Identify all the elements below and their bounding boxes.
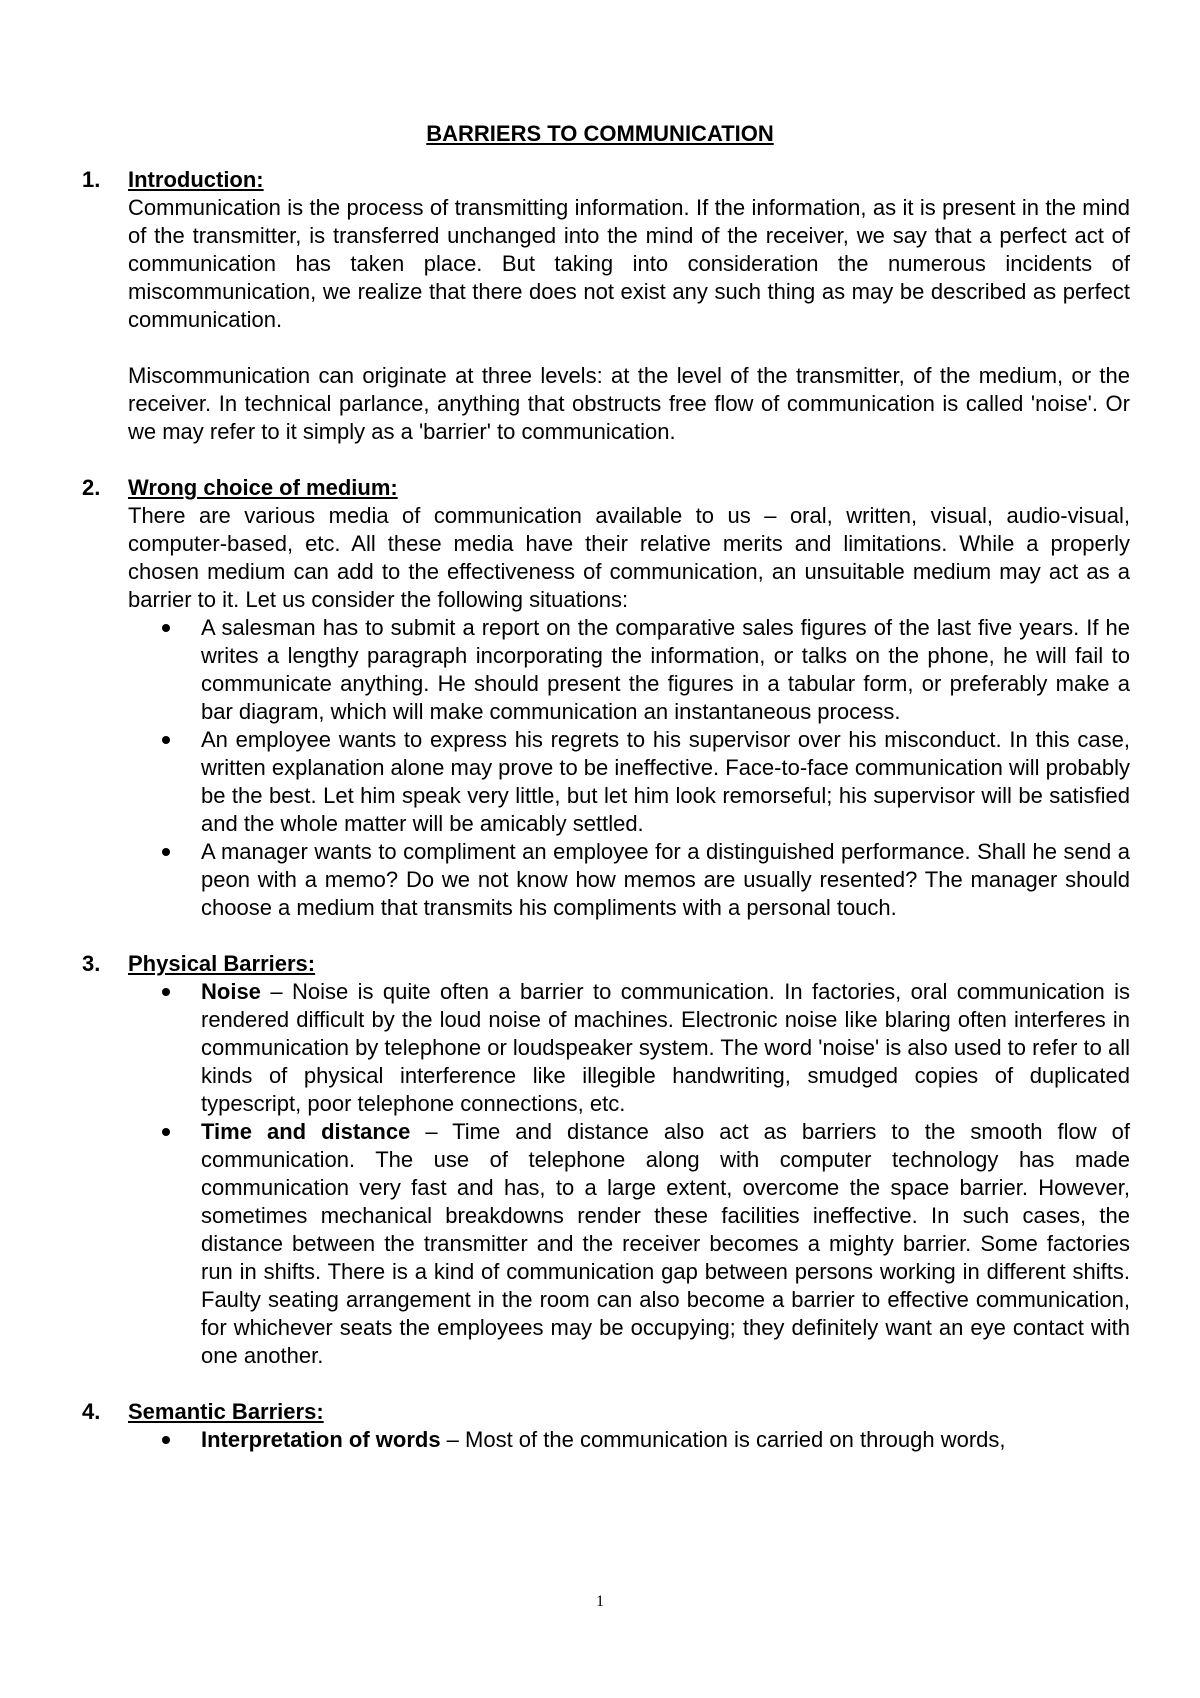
section-semantic-barriers (82, 1398, 1130, 1454)
bullet-list (128, 1426, 1130, 1454)
list-item (128, 614, 1130, 726)
list-item-text: An employee wants to express his regrets to his supervisor over his misconduct. In this case, written explanation alone may prove to be ineffective. Face-to-face communication will probably be the best. Let him speak very little, but let him look remorseful; his supervisor will be satisfied and the whole matter will be amicably settled. (201, 727, 1130, 836)
list-item (128, 726, 1130, 838)
bullet-dot-icon (162, 624, 170, 632)
list-item-text: – Most of the communication is carried on through words, (440, 1427, 1006, 1452)
section-heading: Physical Barriers: (128, 951, 316, 976)
paragraph: Miscommunication can originate at three levels: at the level of the transmitter, of the medium, or the receiver. In technical parlance, anything that obstructs free flow of communication is called 'noise'. Or we may refer to it simply as a 'barrier' to communication. (128, 363, 1130, 444)
bullet-dot-icon (162, 1128, 170, 1136)
list-item (128, 978, 1130, 1118)
bullet-list (128, 614, 1130, 922)
section-introduction (82, 166, 1130, 446)
section-heading: Introduction: (128, 167, 264, 192)
paragraph: There are various media of communication available to us – oral, written, visual, audio-visual, computer-based, etc. All these media have their relative merits and limitations. While a properly chosen medium can add to the effectiveness of communication, an unsuitable medium may act as a barrier to it. Let us consider the following situations: (128, 503, 1130, 612)
bullet-list (128, 978, 1130, 1370)
list-item-text: – Noise is quite often a barrier to communication. In factories, oral communication is rendered difficult by the loud noise of machines. Electronic noise like blaring often interferes in communication by telephone or loudspeaker system. The word 'noise' is also used to refer to all kinds of physical interference like illegible handwriting, smudged copies of duplicated typescript, poor telephone connections, etc. (201, 979, 1130, 1116)
page-number: 1 (596, 1593, 604, 1610)
bullet-dot-icon (162, 736, 170, 744)
list-item-text: – Time and distance also act as barriers to the smooth flow of communication. The use of telephone along with computer technology has made communication very fast and has, to a large extent, overcome the space barrier. However, sometimes mechanical breakdowns render these facilities ineffective. In such cases, the distance between the transmitter and the receiver becomes a mighty barrier. Some factories run in shifts. There is a kind of communication gap between persons working in different shifts. Faulty seating arrangement in the room can also become a barrier to effective communication, for whichever seats the employees may be occupying; they definitely want an eye contact with one another. (201, 1119, 1130, 1368)
document-body (82, 166, 1130, 1454)
section-number: 1. (82, 167, 101, 192)
list-item-term: Noise (201, 979, 261, 1004)
section-number: 2. (82, 475, 101, 500)
list-item-text: A salesman has to submit a report on the comparative sales figures of the last five years. If he writes a lengthy paragraph incorporating the information, or talks on the phone, he will fail to communicate anything. He should present the figures in a tabular form, or preferably make a bar diagram, which will make communication an instantaneous process. (201, 615, 1130, 724)
list-item-term: Interpretation of words (201, 1427, 441, 1452)
section-physical-barriers (82, 950, 1130, 1370)
list-item (128, 1426, 1130, 1454)
section-wrong-choice-of-medium (82, 474, 1130, 922)
document-title: BARRIERS TO COMMUNICATION (426, 121, 774, 146)
list-item (128, 838, 1130, 922)
paragraph: Communication is the process of transmitting information. If the information, as it is present in the mind of the transmitter, is transferred unchanged into the mind of the receiver, we say that a perfect act of communication has taken place. But taking into consideration the numerous incidents of miscommunication, we realize that there does not exist any such thing as may be described as perfect communication. (128, 195, 1130, 332)
list-item (128, 1118, 1130, 1370)
list-item-term: Time and distance (201, 1119, 411, 1144)
section-heading: Wrong choice of medium: (128, 475, 398, 500)
list-item-text: A manager wants to compliment an employee for a distinguished performance. Shall he send a peon with a memo? Do we not know how memos are usually resented? The manager should choose a medium that transmits his compliments with a personal touch. (201, 839, 1130, 920)
section-heading: Semantic Barriers: (128, 1399, 324, 1424)
section-number: 4. (82, 1399, 101, 1424)
bullet-dot-icon (162, 848, 170, 856)
bullet-dot-icon (162, 1436, 170, 1444)
section-number: 3. (82, 951, 101, 976)
bullet-dot-icon (162, 988, 170, 996)
